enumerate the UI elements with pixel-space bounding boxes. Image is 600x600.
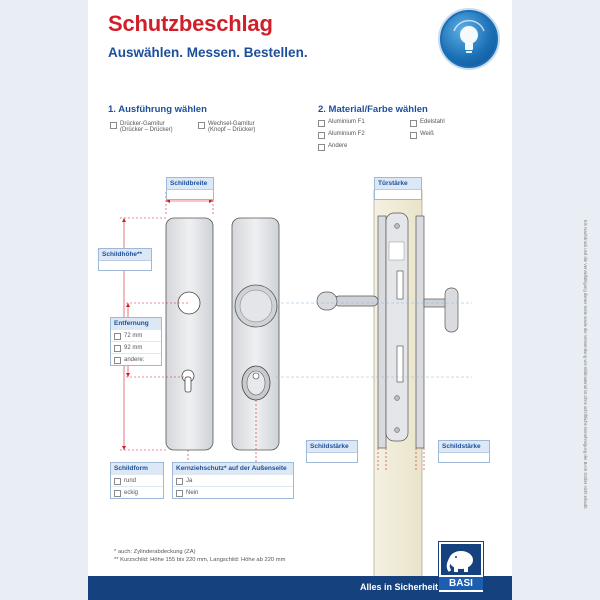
checkbox[interactable] [114,490,121,497]
schildhoehe-box [98,248,152,271]
option-label: Wechsel-Garnitur [208,121,255,127]
schildstaerke-right-label: Schildstärke [439,441,489,452]
schildstaerke-left-label: Schildstärke [307,441,357,452]
entfernung-option-andere[interactable] [111,353,161,365]
schildstaerke-left-box [306,440,358,463]
technical-drawing [88,0,512,600]
entfernung-box [110,317,162,366]
schildform-option-eckig[interactable] [111,486,163,498]
kernziehschutz-option-ja[interactable] [173,474,293,486]
tuerstaerke-label: Türstärke [375,178,421,189]
section-execution-heading: 1. Ausführung wählen [108,104,207,115]
footnote-1: * auch: Zylinderabdeckung (ZA) [114,549,196,555]
checkbox[interactable] [114,478,121,485]
option-label: Andere [328,143,348,149]
escutcheon-front-view [166,218,213,450]
option-label: 72 mm [124,332,143,339]
copyright-side-note: Ein Nachdruck und die Vervielfältigung dieser Seite sowie die Verwendung von Bildmaterial ist ohne schriftliche Genehmigung der BASI GmbH nicht erlaubt. [583,220,588,510]
kernziehschutz-option-nein[interactable] [173,486,293,498]
option-label: andere: [124,356,145,363]
option-label: Weiß [420,131,434,137]
escutcheon-knob-view [232,218,279,450]
option-label: Ja [186,477,193,484]
checkbox[interactable] [114,357,121,364]
checkbox[interactable] [176,490,183,497]
checkbox[interactable] [114,333,121,340]
footnote-2: ** Kurzschild: Höhe 155 bis 220 mm, Langschild: Höhe ab 220 mm [114,557,286,563]
checkbox[interactable] [114,345,121,352]
schildbreite-input[interactable] [167,189,213,199]
option-label: eckig [124,489,139,496]
section-material-heading: 2. Material/Farbe wählen [318,104,428,115]
schildstaerke-right-box [438,440,490,463]
option-label: Aluminium F1 [328,119,365,125]
door-side-view [276,190,472,600]
page-subtitle: Auswählen. Messen. Bestellen. [108,45,308,60]
schildstaerke-right-input[interactable] [439,452,489,462]
option-label: Edelstahl [420,119,445,125]
tuerstaerke-box [374,177,422,200]
option-label: rund [124,477,137,484]
schildstaerke-left-input[interactable] [307,452,357,462]
schildform-box [110,462,164,499]
tuerstaerke-input[interactable] [375,189,421,199]
schildform-option-rund[interactable] [111,474,163,486]
option-sublabel: (Drücker – Drücker) [120,127,173,133]
schildform-label: Schildform [111,463,163,474]
option-sublabel: (Knopf – Drücker) [208,127,256,133]
option-label: Nein [186,489,199,496]
page-title: Schutzbeschlag [108,11,273,36]
schildhoehe-input[interactable] [99,260,151,270]
elephant-icon [441,544,481,575]
option-label: Drücker-Garnitur [120,121,165,127]
entfernung-option-92[interactable] [111,341,161,353]
datasheet-page [88,0,588,600]
schildbreite-box [166,177,214,200]
kernziehschutz-label: Kernziehschutz* auf der Außenseite [173,463,293,474]
schildbreite-label: Schildbreite [167,178,213,189]
entfernung-option-72[interactable] [111,329,161,341]
basi-wordmark: BASI [439,577,483,590]
checkbox[interactable] [176,478,183,485]
option-label: Aluminium F2 [328,131,365,137]
option-label: 92 mm [124,344,143,351]
elephant-glyph [441,544,481,575]
basi-logo [438,541,484,593]
entfernung-label: Entfernung [111,318,161,329]
footer-slogan: Alles in Sicherheit [359,582,438,592]
schildhoehe-label: Schildhöhe** [99,249,151,260]
kernziehschutz-box [172,462,294,499]
